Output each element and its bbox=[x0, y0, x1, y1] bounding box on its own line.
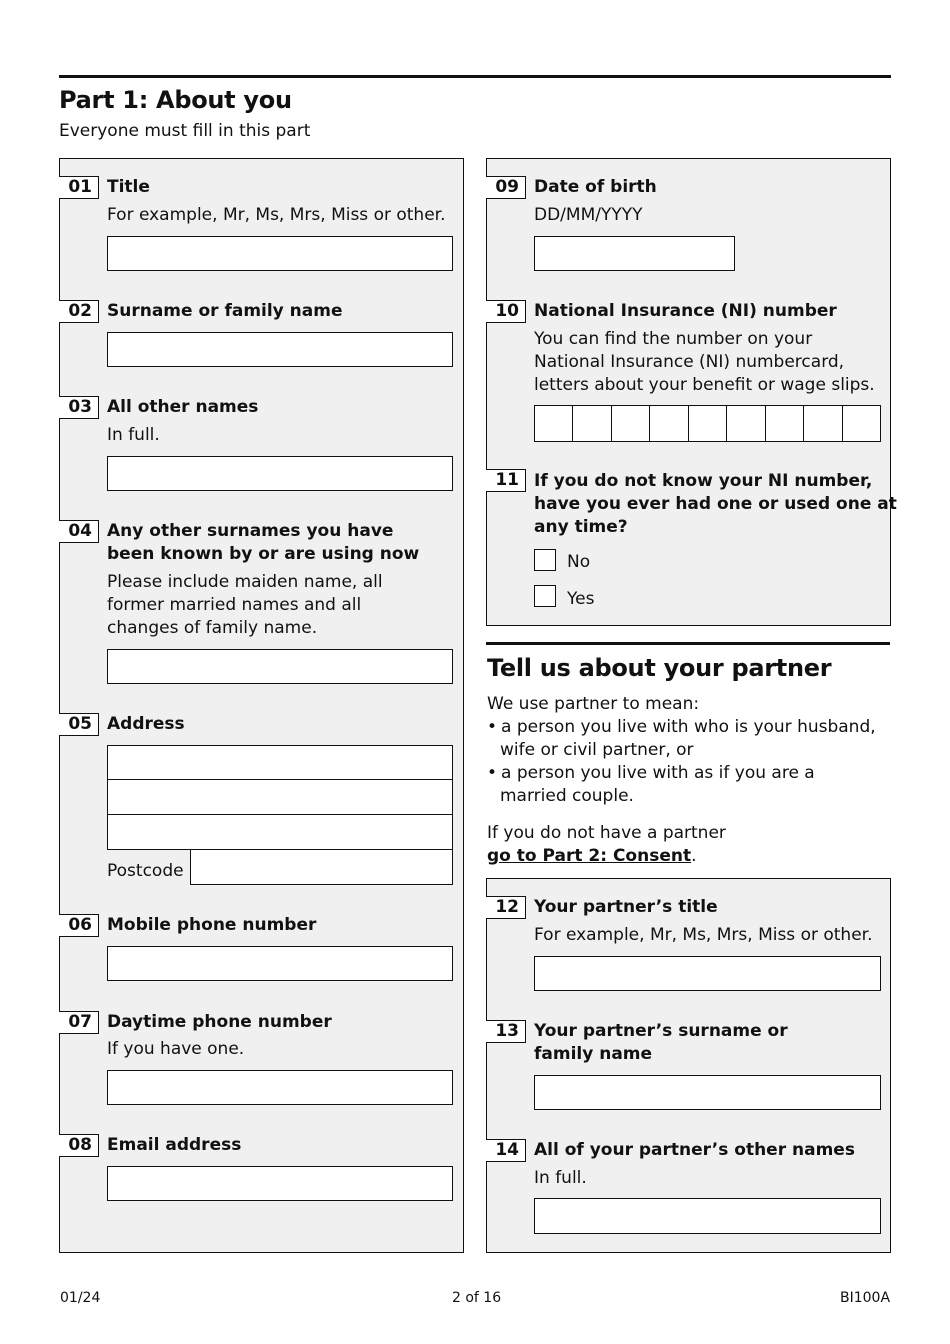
question-number: 07 bbox=[59, 1011, 99, 1034]
other-names-field[interactable] bbox=[107, 456, 453, 491]
ni-number-cell[interactable] bbox=[843, 406, 880, 441]
yes-label: Yes bbox=[567, 589, 595, 609]
partner-bullet-text: married couple. bbox=[500, 786, 634, 806]
question-hint: For example, Mr, Ms, Mrs, Miss or other. bbox=[107, 205, 446, 225]
footer-date-code: 01/24 bbox=[60, 1290, 101, 1306]
question-label: Date of birth bbox=[534, 177, 657, 197]
question-label: Surname or family name bbox=[107, 301, 343, 321]
question-number: 06 bbox=[59, 914, 99, 937]
question-number: 11 bbox=[486, 469, 526, 492]
ni-number-cell[interactable] bbox=[573, 406, 611, 441]
question-number: 14 bbox=[486, 1139, 526, 1162]
question-label: Email address bbox=[107, 1135, 242, 1155]
partner-bullet-text: a person you live with as if you are a bbox=[501, 763, 815, 783]
partner-bullet-text: wife or civil partner, or bbox=[500, 740, 694, 760]
question-hint: letters about your benefit or wage slips. bbox=[534, 375, 875, 395]
partner-bullet bbox=[487, 716, 876, 739]
postcode-label: Postcode bbox=[107, 861, 184, 881]
question-label: family name bbox=[534, 1044, 653, 1064]
question-hint: Please include maiden name, all bbox=[107, 572, 383, 592]
partner-title-field[interactable] bbox=[534, 956, 881, 991]
email-field[interactable] bbox=[107, 1166, 453, 1201]
ni-number-cell[interactable] bbox=[612, 406, 650, 441]
mobile-phone-field[interactable] bbox=[107, 946, 453, 981]
partner-surname-field[interactable] bbox=[534, 1075, 881, 1110]
surname-field[interactable] bbox=[107, 332, 453, 367]
question-label: have you ever had one or used one at bbox=[534, 494, 897, 514]
question-number: 03 bbox=[59, 396, 99, 419]
ni-number-cell[interactable] bbox=[727, 406, 765, 441]
question-hint: former married names and all bbox=[107, 595, 362, 615]
partner-section-rule bbox=[486, 642, 890, 645]
question-label: Address bbox=[107, 714, 185, 734]
question-hint: DD/MM/YYYY bbox=[534, 205, 643, 225]
top-rule bbox=[59, 75, 891, 78]
question-number: 04 bbox=[59, 520, 99, 543]
question-hint: National Insurance (NI) numbercard, bbox=[534, 352, 845, 372]
question-label: Your partner’s surname or bbox=[534, 1021, 788, 1041]
partner-other-names-field[interactable] bbox=[534, 1198, 881, 1234]
question-hint: For example, Mr, Ms, Mrs, Miss or other. bbox=[534, 925, 873, 945]
question-hint: changes of family name. bbox=[107, 618, 318, 638]
other-surnames-field[interactable] bbox=[107, 649, 453, 684]
partner-bullet bbox=[487, 762, 815, 785]
address-line-1-field[interactable] bbox=[107, 745, 453, 780]
yes-checkbox[interactable] bbox=[534, 585, 556, 607]
ni-number-cell[interactable] bbox=[650, 406, 688, 441]
ni-number-field[interactable] bbox=[534, 405, 881, 442]
question-label: Your partner’s title bbox=[534, 897, 718, 917]
bullet-icon: • bbox=[487, 763, 498, 783]
bullet-icon: • bbox=[487, 717, 498, 737]
question-hint: In full. bbox=[107, 425, 160, 445]
question-number: 01 bbox=[59, 176, 99, 199]
question-hint: In full. bbox=[534, 1168, 587, 1188]
question-label: any time? bbox=[534, 517, 628, 537]
question-label: Any other surnames you have bbox=[107, 521, 394, 541]
daytime-phone-field[interactable] bbox=[107, 1070, 453, 1105]
date-of-birth-field[interactable] bbox=[534, 236, 735, 271]
question-number: 10 bbox=[486, 300, 526, 323]
question-label: Mobile phone number bbox=[107, 915, 317, 935]
footer-form-code: BI100A bbox=[840, 1290, 891, 1306]
partner-section-title: Tell us about your partner bbox=[487, 654, 832, 682]
question-hint: If you have one. bbox=[107, 1039, 245, 1059]
ni-number-cell[interactable] bbox=[804, 406, 842, 441]
consent-line bbox=[487, 845, 696, 868]
question-label: been known by or are using now bbox=[107, 544, 420, 564]
partner-intro: We use partner to mean: bbox=[487, 694, 700, 714]
question-label: National Insurance (NI) number bbox=[534, 301, 837, 321]
question-number: 05 bbox=[59, 713, 99, 736]
question-label: Title bbox=[107, 177, 150, 197]
postcode-field[interactable] bbox=[190, 849, 453, 885]
consent-suffix: . bbox=[691, 846, 697, 866]
question-label: If you do not know your NI number, bbox=[534, 471, 873, 491]
question-hint: You can find the number on your bbox=[534, 329, 813, 349]
question-number: 12 bbox=[486, 896, 526, 919]
part-title: Part 1: About you bbox=[59, 86, 292, 114]
address-line-2-field[interactable] bbox=[107, 779, 453, 815]
question-number: 08 bbox=[59, 1134, 99, 1157]
no-partner-text: If you do not have a partner bbox=[487, 823, 726, 843]
no-label: No bbox=[567, 552, 591, 572]
part-subtitle: Everyone must fill in this part bbox=[59, 121, 311, 141]
title-field[interactable] bbox=[107, 236, 453, 271]
ni-number-cell[interactable] bbox=[535, 406, 573, 441]
partner-bullet-text: a person you live with who is your husband, bbox=[501, 717, 876, 737]
ni-number-cell[interactable] bbox=[766, 406, 804, 441]
question-number: 09 bbox=[486, 176, 526, 199]
ni-number-cell[interactable] bbox=[689, 406, 727, 441]
question-number: 13 bbox=[486, 1020, 526, 1043]
footer-page-number: 2 of 16 bbox=[452, 1290, 502, 1306]
question-label: Daytime phone number bbox=[107, 1012, 332, 1032]
address-line-3-field[interactable] bbox=[107, 814, 453, 850]
no-checkbox[interactable] bbox=[534, 549, 556, 571]
question-label: All of your partner’s other names bbox=[534, 1140, 855, 1160]
consent-link[interactable]: go to Part 2: Consent bbox=[487, 846, 692, 866]
question-label: All other names bbox=[107, 397, 259, 417]
question-number: 02 bbox=[59, 300, 99, 323]
